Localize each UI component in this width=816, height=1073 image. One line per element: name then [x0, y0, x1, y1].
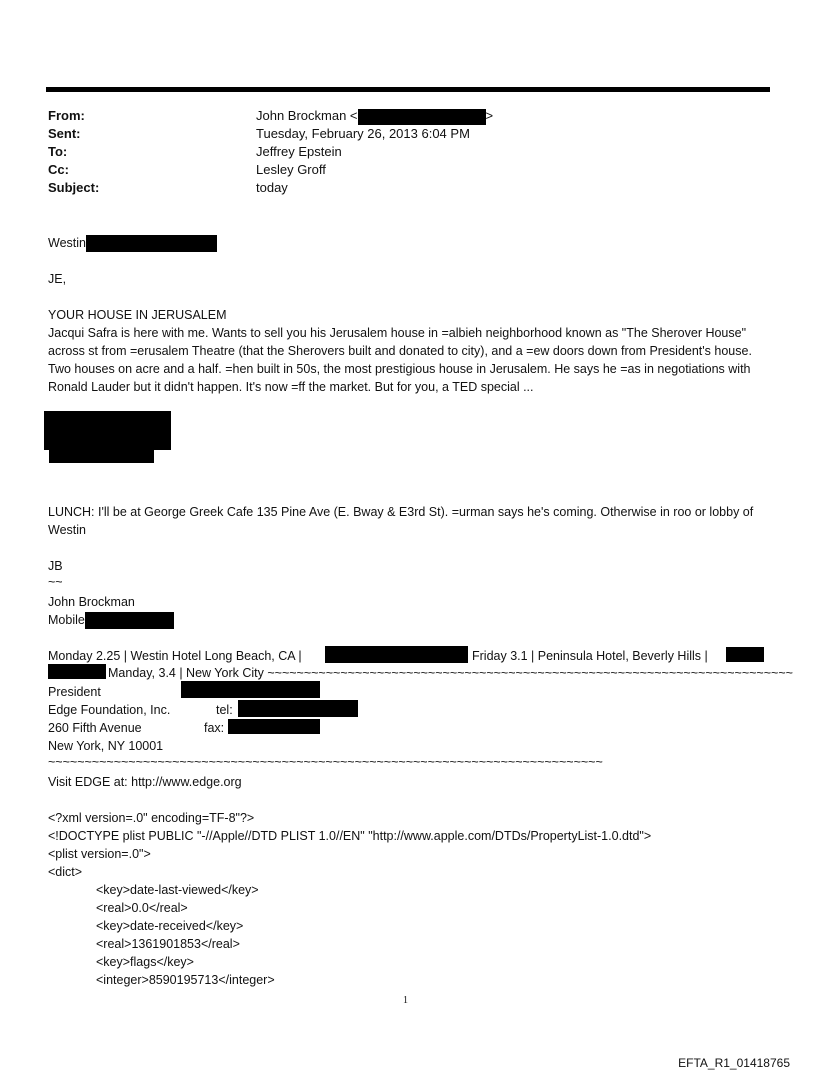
fax-label: fax: [204, 721, 225, 735]
from-value: John Brockman < > [256, 108, 494, 123]
itinerary-line-2: Manday, 3.4 | New York City ~~~~~~~~~~~~~~~~~~~~~~~~~~~~~~~~~~~~~~~~~~~~~~~~~~~~~~~~~~~~~~~~~~~~~~~~ [108, 666, 793, 680]
page-number: 1 [403, 995, 408, 1006]
sent-value: Tuesday, February 26, 2013 6:04 PM [256, 126, 470, 141]
itinerary-line-1b: Friday 3.1 | Peninsula Hotel, Beverly Hills | [472, 649, 708, 663]
xml-line: <integer>8590195713</integer> [96, 973, 275, 987]
redaction-block [85, 612, 174, 629]
tilde-short: ~~ [48, 575, 63, 589]
subject-value: today [256, 180, 288, 195]
redaction-block [325, 646, 468, 663]
cc-value: Lesley Groff [256, 162, 326, 177]
xml-line: <real>0.0</real> [96, 901, 188, 915]
redaction-block [86, 235, 217, 252]
sent-label: Sent: [48, 126, 81, 141]
from-label: From: [48, 108, 85, 123]
cc-label: Cc: [48, 162, 69, 177]
xml-line: <real>1361901853</real> [96, 937, 240, 951]
lunch-paragraph: LUNCH: I'll be at George Greek Cafe 135 Pine Ave (E. Bway & E3rd St). =urman says he's coming. Otherwise in roo or lobby of Westin [48, 505, 754, 537]
redaction-block [238, 700, 358, 717]
sig-city: New York, NY 10001 [48, 739, 164, 753]
redaction-block [181, 681, 320, 698]
tel-label: tel: [216, 703, 233, 717]
sig-org: Edge Foundation, Inc. [48, 703, 171, 717]
westin-line: Westin [48, 234, 217, 252]
sig-title: President [48, 685, 101, 699]
signature-mobile: Mobile [48, 611, 174, 629]
xml-line: <plist version=.0"> [48, 847, 151, 861]
redaction-block [44, 411, 171, 450]
house-heading: YOUR HOUSE IN JERUSALEM [48, 308, 227, 322]
redaction-block [48, 664, 106, 679]
xml-line: <key>date-last-viewed</key> [96, 883, 259, 897]
greeting: JE, [48, 272, 67, 286]
xml-line: <key>date-received</key> [96, 919, 244, 933]
xml-line: <?xml version=.0" encoding=TF-8"?> [48, 811, 255, 825]
visit-edge: Visit EDGE at: http://www.edge.org [48, 775, 242, 789]
to-value: Jeffrey Epstein [256, 144, 342, 159]
tilde-long: ~~~~~~~~~~~~~~~~~~~~~~~~~~~~~~~~~~~~~~~~~~~~~~~~~~~~~~~~~~~~~~~~~~~~~~~~~~~~ [48, 755, 603, 769]
redaction-block [358, 109, 486, 125]
document-id: EFTA_R1_01418765 [678, 1056, 790, 1070]
sig-address: 260 Fifth Avenue [48, 721, 142, 735]
xml-line: <key>flags</key> [96, 955, 194, 969]
itinerary-line-1: Monday 2.25 | Westin Hotel Long Beach, CA | [48, 649, 302, 663]
xml-line: <dict> [48, 865, 83, 879]
house-paragraph: Jacqui Safra is here with me. Wants to sell you his Jerusalem house in =albieh neighborhood known as "The Sherover House" across st from =erusalem Theatre (that the Sherovers built and donated to city), and a =ew doors down from President's house. Two houses on acre and a half. =hen built in 50s, the most prestigious house in Jerusalem. He says he =as in negotiations with Ronald Lauder but it didn't happen. It's now =ff the market. But for you, a TED special ... [48, 326, 752, 394]
subject-label: Subject: [48, 180, 100, 195]
redaction-block [228, 719, 320, 734]
redaction-block [726, 647, 764, 662]
header-rule [46, 87, 770, 92]
to-label: To: [48, 144, 68, 159]
initials: JB [48, 559, 63, 573]
redaction-block [49, 448, 154, 463]
signature-name: John Brockman [48, 595, 135, 609]
xml-line: <!DOCTYPE plist PUBLIC "-//Apple//DTD PLIST 1.0//EN" "http://www.apple.com/DTDs/PropertyList-1.0.dtd"> [48, 829, 652, 843]
